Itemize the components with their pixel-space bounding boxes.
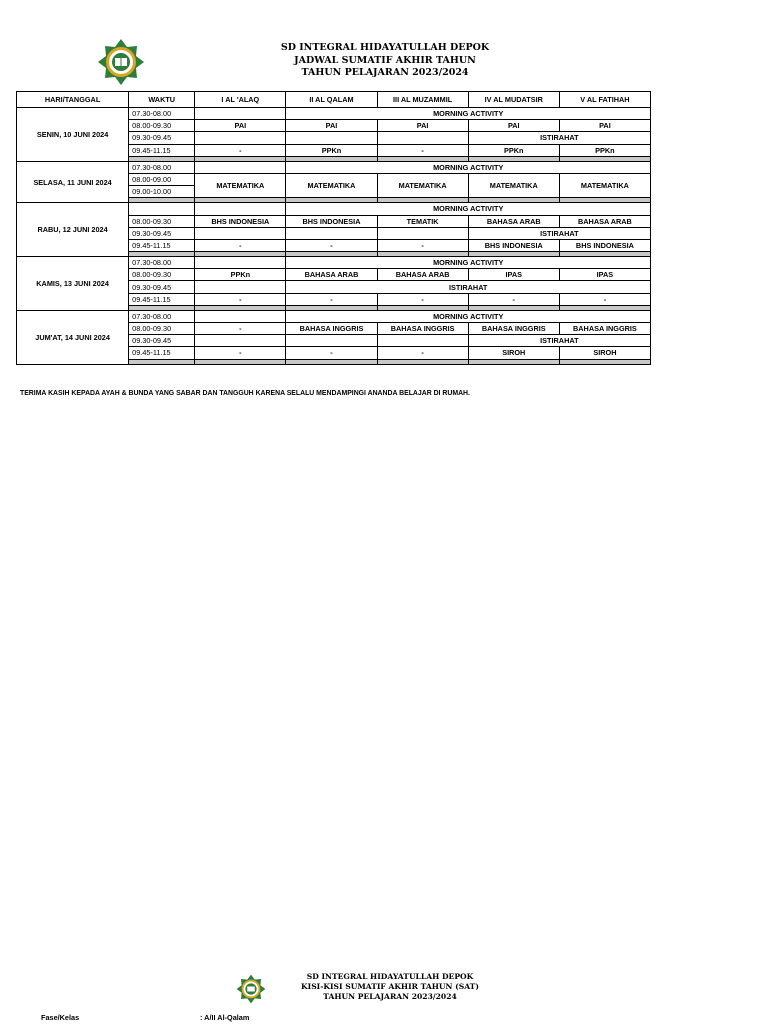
header-cell: HARI/TANGGAL xyxy=(17,92,129,108)
school-logo xyxy=(97,38,145,86)
day-cell: JUM'AT, 14 JUNI 2024 xyxy=(17,310,129,364)
day-cell: KAMIS, 13 JUNI 2024 xyxy=(17,257,129,311)
table-cell: MATEMATIKA xyxy=(195,173,286,197)
table-cell: - xyxy=(195,239,286,251)
document-header xyxy=(160,42,610,80)
header-cell: IV AL MUDATSIR xyxy=(468,92,559,108)
time-cell: 07.30-08.00 xyxy=(129,108,195,120)
table-cell xyxy=(559,359,650,364)
table-cell xyxy=(468,359,559,364)
table-cell: - xyxy=(195,323,286,335)
footer-school-name: SD INTEGRAL HIDAYATULLAH DEPOK xyxy=(306,972,474,981)
header-cell: I AL 'ALAQ xyxy=(195,92,286,108)
school-logo-small xyxy=(236,974,266,1004)
time-cell: 09.45-11.15 xyxy=(129,239,195,251)
footer-grid-title: KISI-KISI SUMATIF AKHIR TAHUN (SAT) xyxy=(301,982,479,991)
table-cell: BAHASA INGGRIS xyxy=(468,323,559,335)
table-cell: BAHASA INGGRIS xyxy=(286,323,377,335)
table-cell xyxy=(286,359,377,364)
time-cell: 09.45-11.15 xyxy=(129,293,195,305)
table-cell: BAHASA ARAB xyxy=(377,269,468,281)
table-cell: PAI xyxy=(468,120,559,132)
time-cell: 08.00-09.30 xyxy=(129,215,195,227)
academic-year: TAHUN PELAJARAN 2023/2024 xyxy=(301,67,469,78)
table-cell xyxy=(195,359,286,364)
time-cell: 08.00-09.30 xyxy=(129,323,195,335)
table-cell: - xyxy=(195,293,286,305)
table-cell xyxy=(195,203,286,215)
time-cell: 09.30-09.45 xyxy=(129,227,195,239)
table-cell xyxy=(286,335,377,347)
day-cell: RABU, 12 JUNI 2024 xyxy=(17,203,129,257)
table-cell xyxy=(195,161,286,173)
table-row xyxy=(17,161,651,173)
time-cell: 09.45-11.15 xyxy=(129,144,195,156)
table-cell: ISTIRAHAT xyxy=(468,227,650,239)
table-cell: BAHASA ARAB xyxy=(559,215,650,227)
table-cell: MORNING ACTIVITY xyxy=(286,108,651,120)
table-cell xyxy=(377,227,468,239)
header-cell: V AL FATIHAH xyxy=(559,92,650,108)
table-row xyxy=(17,203,651,215)
table-cell: PAI xyxy=(195,120,286,132)
table-cell: MORNING ACTIVITY xyxy=(286,203,651,215)
table-cell: SIROH xyxy=(559,347,650,359)
fase-kelas-value: : A/II Al-Qalam xyxy=(200,1013,250,1022)
footer-header xyxy=(290,972,490,1002)
time-cell: 07.30-08.00 xyxy=(129,161,195,173)
table-cell xyxy=(286,132,377,144)
time-cell: 08.00-09.30 xyxy=(129,120,195,132)
table-cell xyxy=(129,359,195,364)
table-cell xyxy=(195,227,286,239)
table-cell: MATEMATIKA xyxy=(559,173,650,197)
table-cell: SIROH xyxy=(468,347,559,359)
table-cell: MORNING ACTIVITY xyxy=(286,161,651,173)
time-cell: 07.30-08.00 xyxy=(129,310,195,322)
table-cell: PPKn xyxy=(195,269,286,281)
table-cell xyxy=(377,359,468,364)
table-cell: - xyxy=(286,347,377,359)
table-cell: ISTIRAHAT xyxy=(468,132,650,144)
table-cell: TEMATIK xyxy=(377,215,468,227)
day-cell: SELASA, 11 JUNI 2024 xyxy=(17,161,129,203)
time-cell: 08.00-09.30 xyxy=(129,269,195,281)
table-cell xyxy=(377,335,468,347)
table-row xyxy=(17,108,651,120)
header-cell: WAKTU xyxy=(129,92,195,108)
time-cell: 09.30-09.45 xyxy=(129,335,195,347)
table-row xyxy=(17,310,651,322)
table-cell xyxy=(195,108,286,120)
table-cell: MORNING ACTIVITY xyxy=(286,257,651,269)
table-cell: - xyxy=(377,144,468,156)
table-cell: PAI xyxy=(559,120,650,132)
table-cell: BHS INDONESIA xyxy=(286,215,377,227)
time-cell: 07.30-08.00 xyxy=(129,257,195,269)
table-cell: - xyxy=(377,239,468,251)
table-cell xyxy=(286,227,377,239)
table-cell: BHS INDONESIA xyxy=(559,239,650,251)
table-cell: - xyxy=(286,293,377,305)
table-cell: PPKn xyxy=(559,144,650,156)
time-cell: 09.45-11.15 xyxy=(129,347,195,359)
table-cell: BHS INDONESIA xyxy=(468,239,559,251)
table-cell xyxy=(195,281,286,293)
time-cell: 08.00-09.00 xyxy=(129,173,195,185)
table-cell: IPAS xyxy=(468,269,559,281)
fase-kelas-label: Fase/Kelas xyxy=(41,1013,80,1022)
table-cell: BAHASA ARAB xyxy=(468,215,559,227)
table-cell: IPAS xyxy=(559,269,650,281)
table-cell: MATEMATIKA xyxy=(286,173,377,197)
time-cell xyxy=(129,203,195,215)
table-cell: - xyxy=(286,239,377,251)
schedule-title: JADWAL SUMATIF AKHIR TAHUN xyxy=(294,54,476,66)
day-cell: SENIN, 10 JUNI 2024 xyxy=(17,108,129,162)
table-header-row xyxy=(17,92,651,108)
table-cell: MORNING ACTIVITY xyxy=(286,310,651,322)
table-cell: - xyxy=(195,144,286,156)
table-cell: BAHASA INGGRIS xyxy=(559,323,650,335)
exam-schedule-table xyxy=(16,91,651,365)
table-row xyxy=(17,257,651,269)
header-cell: II AL QALAM xyxy=(286,92,377,108)
table-cell: PAI xyxy=(286,120,377,132)
table-cell xyxy=(195,257,286,269)
school-name: SD INTEGRAL HIDAYATULLAH DEPOK xyxy=(280,42,490,53)
footer-academic-year: TAHUN PELAJARAN 2023/2024 xyxy=(323,992,457,1001)
table-cell: PPKn xyxy=(468,144,559,156)
time-cell: 09.30-09.45 xyxy=(129,281,195,293)
table-cell xyxy=(195,132,286,144)
table-cell: - xyxy=(377,293,468,305)
table-cell: ISTIRAHAT xyxy=(286,281,651,293)
table-cell: - xyxy=(559,293,650,305)
table-cell: MATEMATIKA xyxy=(468,173,559,197)
table-cell: BHS INDONESIA xyxy=(195,215,286,227)
time-cell: 09.00-10.00 xyxy=(129,186,195,198)
table-cell: - xyxy=(377,347,468,359)
table-cell: BAHASA INGGRIS xyxy=(377,323,468,335)
table-cell: PAI xyxy=(377,120,468,132)
table-cell xyxy=(195,310,286,322)
table-cell xyxy=(195,335,286,347)
thank-you-note: TERIMA KASIH KEPADA AYAH & BUNDA YANG SABAR DAN TANGGUH KARENA SELALU MENDAMPINGI ANANDA BELAJAR DI RUMAH. xyxy=(20,390,470,397)
table-cell: MATEMATIKA xyxy=(377,173,468,197)
table-cell: - xyxy=(468,293,559,305)
table-cell: - xyxy=(195,347,286,359)
time-cell: 09.30-09.45 xyxy=(129,132,195,144)
table-cell: ISTIRAHAT xyxy=(468,335,650,347)
table-cell xyxy=(377,132,468,144)
header-cell: III AL MUZAMMIL xyxy=(377,92,468,108)
table-cell: BAHASA ARAB xyxy=(286,269,377,281)
table-cell: PPKn xyxy=(286,144,377,156)
